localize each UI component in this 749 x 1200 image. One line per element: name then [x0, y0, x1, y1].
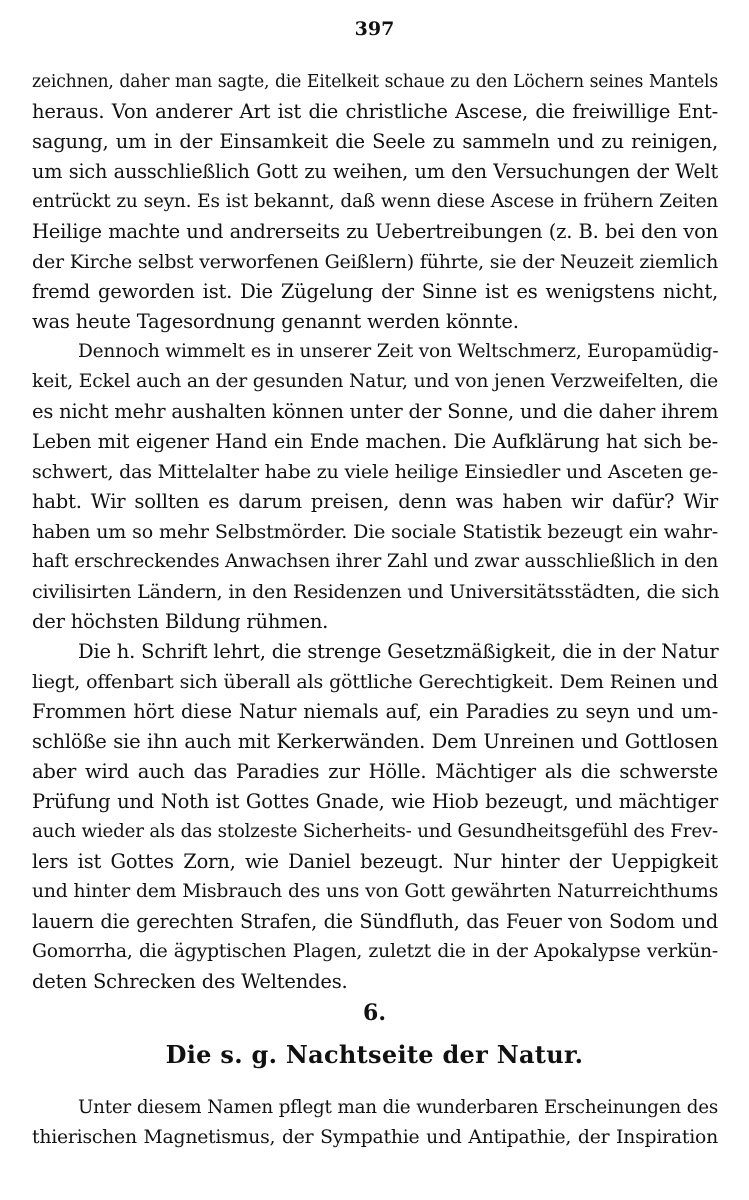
text-line: habt. Wir sollten es darum preisen, denn was haben wir dafür? Wir [32, 490, 718, 513]
text-line: entrückt zu seyn. Es ist bekannt, daß wenn diese Ascese in frühern Zeiten [32, 191, 718, 212]
text-line: haben um so mehr Selbstmörder. Die sociale Statistik bezeugt ein wahr- [32, 521, 718, 543]
text-line: Heilige machte und andrerseits zu Uebertreibungen (z. B. bei den von [32, 220, 718, 243]
text-line: Die h. Schrift lehrt, die strenge Gesetzmäßigkeit, die in der Natur [78, 640, 719, 663]
text-line: Dennoch wimmelt es in unserer Zeit von Weltschmerz, Europamüdig- [78, 341, 719, 362]
text-line: Prüfung und Noth ist Gottes Gnade, wie Hiob bezeugt, und mächtiger [32, 790, 718, 813]
text-line: deten Schrecken des Weltendes. [32, 970, 348, 993]
text-line: der höchsten Bildung rühmen. [32, 610, 329, 633]
text-line: liegt, offenbart sich überall als göttliche Gerechtigkeit. Dem Reinen und [32, 671, 718, 693]
page-number: 397 [354, 18, 395, 40]
text-line: Leben mit eigener Hand ein Ende machen. Die Aufklärung hat sich be- [32, 430, 718, 453]
text-line: Frommen hört diese Natur niemals auf, ein Paradies zu seyn und um- [32, 700, 718, 723]
text-line: schwert, das Mittelalter habe zu viele heilige Einsiedler und Asceten ge- [32, 461, 718, 483]
text-line: der Kirche selbst verworfenen Geißlern) führte, sie der Neuzeit ziemlich [32, 251, 719, 273]
text-line: auch wieder als das stolzeste Sicherheits- und Gesundheitsgefühl des Frev- [32, 821, 718, 842]
text-line: heraus. Von anderer Art ist die christliche Ascese, die freiwillige Ent- [32, 100, 718, 123]
text-line: thierischen Magnetismus, der Sympathie und Antipathie, der Inspiration [32, 1127, 718, 1148]
text-line: es nicht mehr aushalten können unter der Sonne, und die daher ihrem [32, 400, 719, 423]
text-line: Unter diesem Namen pflegt man die wunderbaren Erscheinungen des [78, 1097, 718, 1118]
text-line: lauern die gerechten Strafen, die Sündfluth, das Feuer von Sodom und [32, 910, 718, 933]
text-line: und hinter dem Misbrauch des uns von Gott gewährten Naturreichthums [32, 881, 718, 902]
section-number: 6. [363, 1000, 386, 1026]
text-line: keit, Eckel auch an der gesunden Natur, und von jenen Verzweifelten, die [32, 371, 718, 392]
text-line: sagung, um in der Einsamkeit die Seele zu sammeln und zu reinigen, [32, 130, 718, 153]
text-line: um sich ausschließlich Gott zu weihen, um den Versuchungen der Welt [32, 160, 718, 183]
text-line: aber wird auch das Paradies zur Hölle. Mächtiger als die schwerste [32, 760, 718, 783]
text-line: zeichnen, daher man sagte, die Eitelkeit schaue zu den Löchern seines Mantels [32, 72, 718, 92]
text-line: schlöße sie ihn auch mit Kerkerwänden. Dem Unreinen und Gottlosen [32, 730, 718, 753]
text-line: haft erschreckendes Anwachsen ihrer Zahl und zwar ausschließlich in den [32, 551, 719, 572]
text-line: lers ist Gottes Zorn, wie Daniel bezeugt. Nur hinter der Ueppigkeit [32, 850, 718, 873]
text-line: Gomorrha, die ägyptischen Plagen, zuletzt die in der Apokalypse verkün- [32, 941, 718, 962]
text-line: fremd geworden ist. Die Zügelung der Sinne ist es wenigstens nicht, [32, 280, 718, 303]
section-title: Die s. g. Nachtseite der Natur. [165, 1040, 584, 1069]
text-line: civilisirten Ländern, in den Residenzen und Universitätsstädten, die sich [32, 581, 720, 603]
text-line: was heute Tagesordnung genannt werden könnte. [32, 310, 519, 333]
